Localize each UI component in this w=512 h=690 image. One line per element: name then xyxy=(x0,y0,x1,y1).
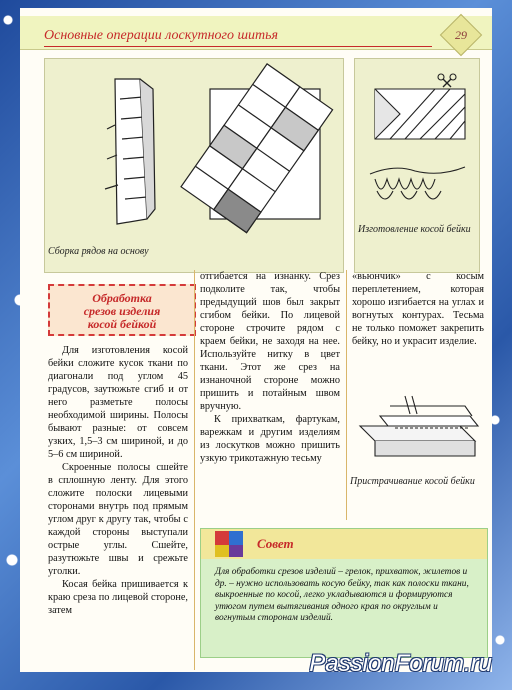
tip-box xyxy=(200,528,488,658)
figure1-caption: Сборка рядов на основу xyxy=(48,246,149,257)
column-divider-1 xyxy=(194,270,195,670)
bias-tape-illustration xyxy=(355,59,481,274)
section-heading-line3: косой бейкой xyxy=(87,317,157,331)
column-divider-2 xyxy=(346,270,347,520)
figure3-caption: Пристрачивание косой бейки xyxy=(350,476,475,487)
col1-paragraph-1: Для изготовления косой бейки сложите кусок ткани по диагонали под углом 45 градусов, заутюжьте сгиб и от него разметьте полосы необходимой ширины. Полосы бывают разные: от совсем узких, 1,5–3 см шириной, и до 5–6 см шириной. xyxy=(48,345,188,460)
figure-bias-tape xyxy=(354,58,480,273)
book-page xyxy=(20,8,492,672)
section-heading-line2: срезов изделия xyxy=(83,304,161,318)
header-rule xyxy=(44,46,432,47)
text-column-2 xyxy=(200,270,340,465)
figure-row-assembly xyxy=(44,58,344,273)
header-title: Основные операции лоскутного шитья xyxy=(44,28,279,43)
page-number: 29 xyxy=(455,28,467,42)
watermark: PassionForum.ru xyxy=(309,650,492,677)
section-heading xyxy=(50,292,194,331)
text-column-1 xyxy=(48,344,188,617)
patchwork-icon xyxy=(211,523,247,559)
col2-paragraph-2: К прихваткам, фартукам, варежкам и другим изделиям из лоскутков можно пришить узкую трикотажную тесьму xyxy=(200,414,340,464)
col3-paragraph-1: «вьюнчик» с косым переплетением, которая хорошо изгибается на углах и вогнутых контурах. Тесьма не только поможет закрепить бейку, но и украсит изделие. xyxy=(352,271,484,347)
col2-paragraph-1: отгибается на изнанку. Срез подколите так, чтобы предыдущий шов был закрыт сгибом бейки. По лицевой стороне строчите рядом с краем бейки, не заходя на нее. Используйте нитку в цвет ткани. Этот же срез на изнаночной стороне можно пришить и потайным швом вручную. xyxy=(200,271,340,412)
page-header xyxy=(20,16,492,50)
figure2-caption: Изготовление косой бейки xyxy=(358,224,471,235)
text-column-3 xyxy=(352,270,484,348)
row-assembly-illustration xyxy=(45,59,345,274)
col1-paragraph-3: Косая бейка пришивается к краю среза по лицевой стороне, затем xyxy=(48,579,188,616)
col1-paragraph-2: Скроенные полосы сшейте в сплошную ленту. Для этого сложите полоски лицевыми сторонами внутрь под прямым углом друг к другу так, чтобы с каждой стороны выступали острые углы. Сшейте, разутюжьте швы и срежьте уголки. xyxy=(48,462,188,577)
tip-title: Совет xyxy=(257,536,294,551)
sewing-bias-illustration xyxy=(350,386,486,470)
figure-sewing-bias xyxy=(350,386,486,470)
page-number-badge xyxy=(440,14,482,56)
section-heading-line1: Обработка xyxy=(92,291,152,305)
section-heading-box xyxy=(48,284,196,336)
tip-text: Для обработки срезов изделий – грелок, прихваток, жилетов и др. – нужно использовать косую бейку, так как полоски ткани, выкроенные по косой, легко укладываются и формируются утюгом путем вытягивания одного края по округлым и вогнутым сторонам изделий. xyxy=(215,567,469,623)
